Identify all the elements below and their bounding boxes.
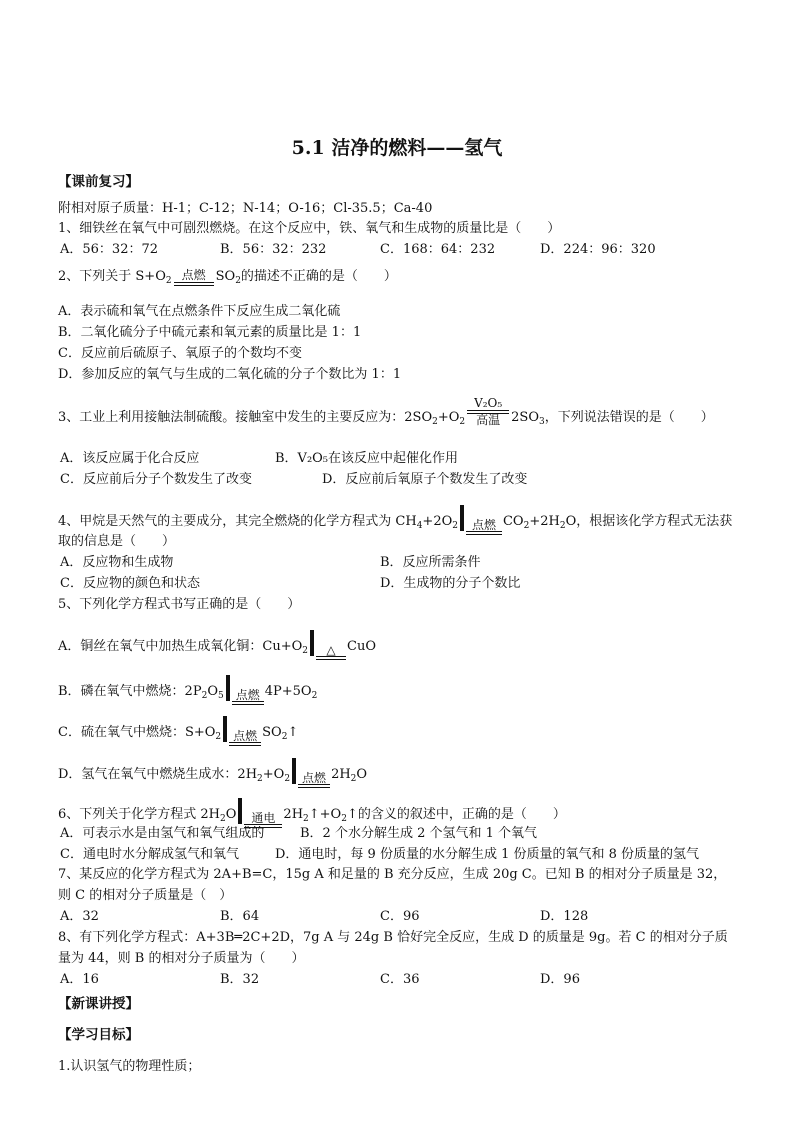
q5-option-a: A．铜丝在氧气中加热生成氧化铜：$Cu+O_2$ △ CuO [58,630,376,660]
q7-option-d: D．128 [540,909,589,924]
q2-stem: 2、下列关于 $S+O_2$ 点燃 $SO_2$的描述不正确的是（ ） [58,268,397,286]
q1-stem: 1、细铁丝在氧气中可剧烈燃烧。在这个反应中，铁、氧气和生成物的质量比是（ ） [58,221,561,236]
q3-condition: V₂O₅ 高温 [465,397,511,427]
q5-stem: 5、下列化学方程式书写正确的是（ ） [58,597,301,612]
q8-option-c: C．36 [380,972,420,987]
q1-option-a: A．56：32：72 [60,242,159,257]
q7-option-b: B．64 [220,909,260,924]
q3-option-d: D．反应前后氧原子个数发生了改变 [322,472,528,487]
q4-option-b: B．反应所需条件 [380,555,481,570]
objectives-heading: 【学习目标】 [58,1027,139,1043]
review-heading: 【课前复习】 [58,174,139,190]
page-title: 5.1 洁净的燃料——氢气 [291,137,503,159]
q5-option-c: C．硫在氧气中燃烧：$S+O_2$ 点燃 $SO_2↑$ [58,716,298,746]
q4-option-a: A．反应物和生成物 [60,555,174,570]
q2-option-a: A．表示硫和氧气在点燃条件下反应生成二氧化硫 [58,304,341,319]
atomic-masses: 附相对原子质量：H-1；C-12；N-14；O-16；Cl-35.5；Ca-40 [58,201,433,216]
objective-item-1: 1.认识氢气的物理性质； [58,1059,201,1074]
q6-option-b: B．2 个水分解生成 2 个氢气和 1 个氧气 [300,826,538,841]
q5-option-b: B．磷在氧气中燃烧：$2P_2O_5$ 点燃 $4P+5O_2$ [58,675,317,705]
q8-option-d: D．96 [540,972,580,987]
new-lesson-heading: 【新课讲授】 [58,996,139,1012]
q2-option-d: D．参加反应的氧气与生成的二氧化硫的分子个数比为 1：1 [58,367,402,382]
q4-option-c: C．反应物的颜色和状态 [60,576,200,591]
q1-option-c: C．168：64：232 [380,242,496,257]
q1-option-b: B．56：32：232 [220,242,327,257]
q8-option-a: A．16 [60,972,99,987]
q8-stem: 8、有下列化学方程式：A+3B═2C+2D，7g A 与 24g B 恰好完全反应，生成 D 的质量是 9g。若 C 的相对分子质 [58,930,728,945]
q4-condition-bar [460,505,464,531]
q3-option-c: C．反应前后分子个数发生了改变 [60,472,252,487]
q7-stem-line2: 则 C 的相对分子质量是（ ） [58,888,233,903]
q3-option-b: B．V₂O₅在该反应中起催化作用 [275,451,459,466]
q3-option-a: A．该反应属于化合反应 [60,451,200,466]
q7-option-c: C．96 [380,909,420,924]
q6-option-c: C．通电时水分解成氢气和氧气 [60,847,239,862]
q4-option-d: D．生成物的分子个数比 [380,576,521,591]
q6-stem: 6、下列关于化学方程式 $2H_2O$ 通电 $2H_2↑+O_2↑$的含义的叙述中，正确的是（ ） [58,798,566,828]
q8-stem-line2: 量为 44，则 B 的相对分子质量为（ ） [58,951,305,966]
q4-stem-line2: 取的信息是（ ） [58,534,176,549]
q2-option-b: B．二氧化硫分子中硫元素和氧元素的质量比是 1：1 [58,325,362,340]
q4-condition: 点燃 [465,519,503,535]
q7-option-a: A．32 [60,909,99,924]
q1-option-d: D．224：96：320 [540,242,656,257]
q7-stem: 7、某反应的化学方程式为 2A+B=C，15g A 和足量的 B 充分反应，生成 20g C。已知 B 的相对分子质量是 32， [58,867,727,882]
q4-stem: 4、甲烷是天然气的主要成分，其完全燃烧的化学方程式为 $CH_4+2O_2$ 点燃 $CO_2+2H_2O$，根据该化学方程式无法获 [58,505,732,535]
q2-condition: 点燃 [172,269,216,286]
q8-option-b: B．32 [220,972,260,987]
q6-option-d: D．通电时，每 9 份质量的水分解生成 1 份质量的氧气和 8 份质量的氢气 [275,847,700,862]
q2-option-c: C．反应前后硫原子、氧原子的个数均不变 [58,346,302,361]
q3-stem: 3、工业上利用接触法制硫酸。接触室中发生的主要反应为：$2SO_2+O_2$ V₂O₅ 高温 $2SO_3$，下列说法错误的是（ ） [58,396,714,427]
q5-option-d: D．氢气在氧气中燃烧生成水：$2H_2+O_2$ 点燃 $2H_2O$ [58,758,367,788]
q6-option-a: A．可表示水是由氢气和氧气组成的 [60,826,265,841]
